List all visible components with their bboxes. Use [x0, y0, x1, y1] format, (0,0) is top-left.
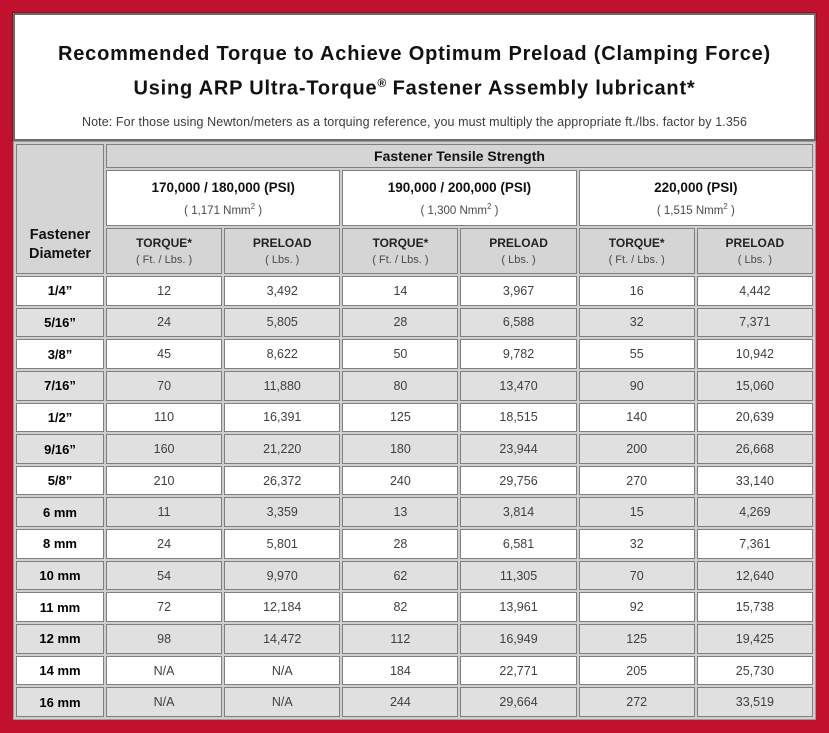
preload-cell: 29,756 — [460, 466, 576, 496]
torque-cell: 24 — [106, 308, 222, 338]
preload-cell: 26,668 — [697, 434, 813, 464]
torque-cell: 180 — [342, 434, 458, 464]
psi-label: 190,000 / 200,000 (PSI) — [387, 179, 532, 195]
preload-cell: 15,738 — [697, 592, 813, 622]
diameter-column-header — [16, 144, 104, 274]
table-row — [16, 656, 813, 686]
diameter-cell: 9/16” — [16, 434, 104, 464]
torque-cell: 112 — [342, 624, 458, 654]
torque-cell: 125 — [342, 403, 458, 433]
torque-cell: 98 — [106, 624, 222, 654]
preload-cell: 3,814 — [460, 497, 576, 527]
table-row — [16, 624, 813, 654]
diameter-cell: 10 mm — [16, 561, 104, 591]
diameter-cell: 16 mm — [16, 687, 104, 717]
diameter-cell: 7/16” — [16, 371, 104, 401]
preload-cell: 22,771 — [460, 656, 576, 686]
preload-cell: 15,060 — [697, 371, 813, 401]
table-row — [16, 687, 813, 717]
torque-cell: 244 — [342, 687, 458, 717]
torque-table-wrapper — [13, 141, 816, 720]
diameter-cell: 3/8” — [16, 339, 104, 369]
preload-cell: 16,391 — [224, 403, 340, 433]
preload-cell: N/A — [224, 656, 340, 686]
torque-cell: 70 — [106, 371, 222, 401]
torque-cell: 14 — [342, 276, 458, 306]
diameter-header-line1: Fastener — [29, 227, 91, 243]
content-area — [13, 13, 816, 720]
table-row — [16, 497, 813, 527]
torque-cell: 62 — [342, 561, 458, 591]
preload-cell: 9,970 — [224, 561, 340, 591]
table-row — [16, 466, 813, 496]
preload-cell: 7,371 — [697, 308, 813, 338]
preload-cell: 3,967 — [460, 276, 576, 306]
preload-cell: 11,305 — [460, 561, 576, 591]
diameter-header-line2: Diameter — [28, 246, 92, 262]
torque-cell: N/A — [106, 656, 222, 686]
torque-cell: 70 — [579, 561, 695, 591]
psi-group-header-170-180 — [106, 170, 340, 226]
preload-cell: 25,730 — [697, 656, 813, 686]
preload-cell: 3,492 — [224, 276, 340, 306]
preload-cell: 19,425 — [697, 624, 813, 654]
torque-cell: 184 — [342, 656, 458, 686]
preload-subheader-2: PRELOAD ( Lbs. ) — [460, 228, 576, 274]
preload-cell: 13,470 — [460, 371, 576, 401]
page-title-line2 — [15, 69, 814, 104]
torque-cell: 200 — [579, 434, 695, 464]
torque-cell: 13 — [342, 497, 458, 527]
torque-subheader-1: TORQUE* ( Ft. / Lbs. ) — [106, 228, 222, 274]
torque-cell: 270 — [579, 466, 695, 496]
diameter-cell: 5/8” — [16, 466, 104, 496]
torque-cell: 125 — [579, 624, 695, 654]
preload-cell: 4,442 — [697, 276, 813, 306]
table-row — [16, 308, 813, 338]
title-line2-suffix: Fastener Assembly lubricant* — [386, 77, 696, 100]
preload-subheader-3: PRELOAD ( Lbs. ) — [697, 228, 813, 274]
preload-subheader-1: PRELOAD ( Lbs. ) — [224, 228, 340, 274]
torque-cell: 160 — [106, 434, 222, 464]
preload-cell: 5,805 — [224, 308, 340, 338]
preload-cell: 5,801 — [224, 529, 340, 559]
preload-cell: 6,588 — [460, 308, 576, 338]
table-row — [16, 592, 813, 622]
diameter-cell: 5/16” — [16, 308, 104, 338]
diameter-cell: 1/2” — [16, 403, 104, 433]
torque-cell: 28 — [342, 308, 458, 338]
torque-cell: 54 — [106, 561, 222, 591]
preload-cell: 13,961 — [460, 592, 576, 622]
psi-label: 220,000 (PSI) — [654, 179, 738, 195]
table-row — [16, 403, 813, 433]
table-row — [16, 529, 813, 559]
preload-cell: 33,519 — [697, 687, 813, 717]
torque-cell: 45 — [106, 339, 222, 369]
preload-cell: 3,359 — [224, 497, 340, 527]
page-title-line1: Recommended Torque to Achieve Optimum Preload (Clamping Force) — [57, 43, 772, 65]
torque-cell: 140 — [579, 403, 695, 433]
diameter-cell: 8 mm — [16, 529, 104, 559]
preload-cell: 9,782 — [460, 339, 576, 369]
nmm-label: ( 1,515 Nmm$^2$ ) — [656, 201, 735, 217]
table-row — [16, 276, 813, 306]
torque-cell: 80 — [342, 371, 458, 401]
psi-group-header-220 — [579, 170, 813, 226]
table-row — [16, 339, 813, 369]
psi-group-header-190-200 — [342, 170, 576, 226]
preload-cell: 4,269 — [697, 497, 813, 527]
torque-cell: 205 — [579, 656, 695, 686]
table-row — [16, 434, 813, 464]
preload-cell: 8,622 — [224, 339, 340, 369]
torque-cell: 72 — [106, 592, 222, 622]
torque-cell: 90 — [579, 371, 695, 401]
title-line2-text: Using ARP Ultra-Torque — [133, 77, 378, 100]
torque-cell: 50 — [342, 339, 458, 369]
torque-subheader-3: TORQUE* ( Ft. / Lbs. ) — [579, 228, 695, 274]
preload-cell: N/A — [224, 687, 340, 717]
diameter-cell: 12 mm — [16, 624, 104, 654]
tensile-strength-header: Fastener Tensile Strength — [106, 144, 813, 168]
torque-cell: 210 — [106, 466, 222, 496]
preload-cell: 12,184 — [224, 592, 340, 622]
table-row — [16, 371, 813, 401]
diameter-cell: 6 mm — [16, 497, 104, 527]
preload-cell: 6,581 — [460, 529, 576, 559]
psi-label: 170,000 / 180,000 (PSI) — [151, 179, 295, 195]
preload-cell: 10,942 — [697, 339, 813, 369]
preload-cell: 14,472 — [224, 624, 340, 654]
registered-trademark-symbol: ® — [377, 76, 387, 90]
torque-cell: 110 — [106, 403, 222, 433]
torque-cell: 28 — [342, 529, 458, 559]
preload-cell: 26,372 — [224, 466, 340, 496]
diameter-cell: 1/4” — [16, 276, 104, 306]
torque-cell: 16 — [579, 276, 695, 306]
preload-cell: 7,361 — [697, 529, 813, 559]
preload-cell: 21,220 — [224, 434, 340, 464]
diameter-cell: 11 mm — [16, 592, 104, 622]
preload-cell: 12,640 — [697, 561, 813, 591]
torque-cell: 82 — [342, 592, 458, 622]
newton-meters-note: Note: For those using Newton/meters as a torquing reference, you must multiply the appropriate ft./lbs. factor by 1.356 — [81, 114, 747, 129]
nmm-label: ( 1,171 Nmm$^2$ ) — [184, 201, 263, 217]
preload-cell: 11,880 — [224, 371, 340, 401]
torque-cell: 55 — [579, 339, 695, 369]
torque-cell: 24 — [106, 529, 222, 559]
table-row — [16, 561, 813, 591]
torque-cell: 240 — [342, 466, 458, 496]
torque-cell: 11 — [106, 497, 222, 527]
preload-cell: 29,664 — [460, 687, 576, 717]
preload-cell: 33,140 — [697, 466, 813, 496]
torque-cell: 32 — [579, 529, 695, 559]
diameter-cell: 14 mm — [16, 656, 104, 686]
torque-cell: 272 — [579, 687, 695, 717]
title-panel — [13, 13, 816, 141]
torque-cell: 32 — [579, 308, 695, 338]
torque-cell: 92 — [579, 592, 695, 622]
torque-subheader-2: TORQUE* ( Ft. / Lbs. ) — [342, 228, 458, 274]
preload-cell: 23,944 — [460, 434, 576, 464]
table-body — [16, 276, 813, 717]
preload-cell: 16,949 — [460, 624, 576, 654]
nmm-label: ( 1,300 Nmm$^2$ ) — [420, 201, 499, 217]
torque-cell: 15 — [579, 497, 695, 527]
preload-cell: 18,515 — [460, 403, 576, 433]
preload-cell: 20,639 — [697, 403, 813, 433]
torque-cell: N/A — [106, 687, 222, 717]
torque-cell: 12 — [106, 276, 222, 306]
torque-table — [13, 141, 816, 720]
